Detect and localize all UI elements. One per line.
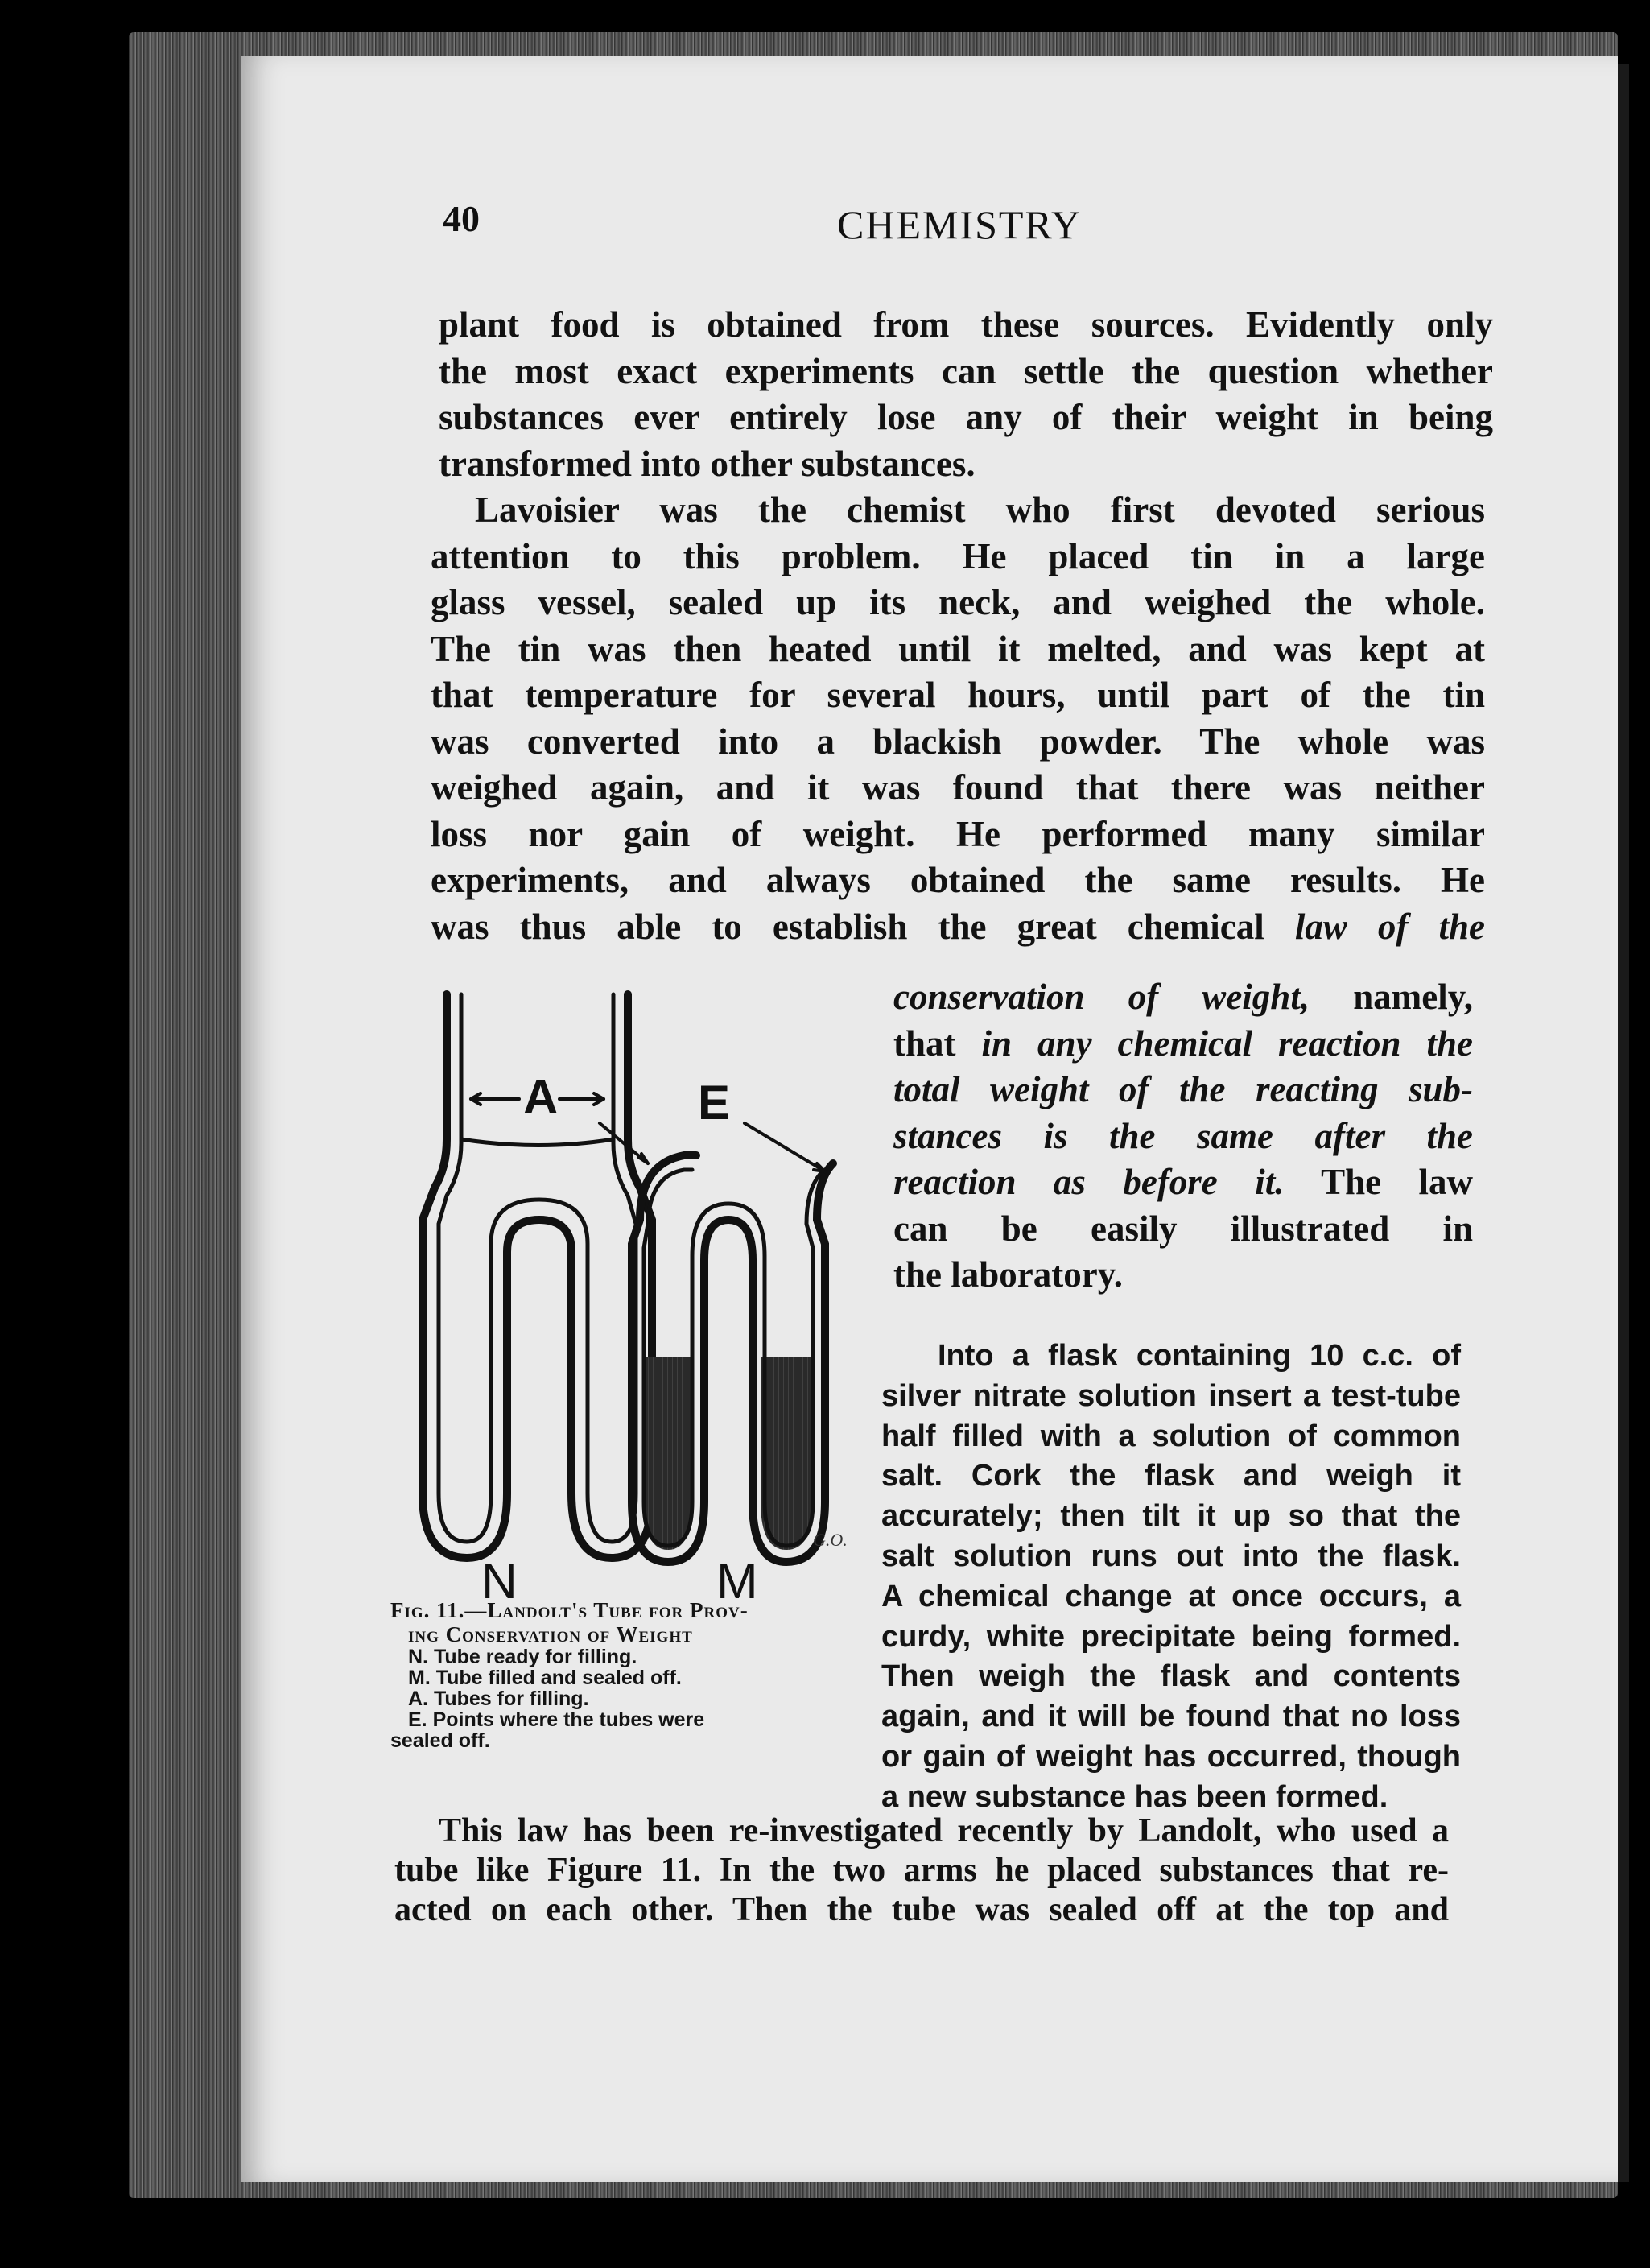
landolt-tube-figure	[406, 978, 857, 1598]
text-run: The law	[1284, 1162, 1474, 1202]
text-run: was thus able to establish the great chemical	[431, 906, 1264, 947]
text-line: loss nor gain of weight. He performed many similar	[431, 813, 1485, 854]
figure-caption	[390, 1598, 841, 1751]
text-line: A chemical change at once occurs, a	[881, 1579, 1461, 1613]
caption-item: M. Tube filled and sealed off.	[408, 1667, 682, 1689]
caption-title-continued: ing Conservation of Weight	[408, 1622, 693, 1646]
paragraph-plant-food	[439, 302, 1493, 487]
experiment-description	[881, 1336, 1461, 1818]
page-number: 40	[443, 198, 480, 239]
text-run: namely,	[1310, 977, 1473, 1017]
running-head: CHEMISTRY	[837, 202, 1083, 247]
italic-term: in any chemical reaction the	[981, 1022, 1474, 1064]
italic-term: reaction as before it.	[893, 1162, 1285, 1202]
text-line: tube like Figure 11. In the two arms he placed substances that re-	[394, 1852, 1449, 1889]
text-line	[893, 974, 1473, 1021]
text-line: salt. Cork the flask and weigh it	[881, 1459, 1461, 1493]
text-line: glass vessel, sealed up its neck, and weighed the whole.	[431, 582, 1485, 622]
engraver-signature: G.O.	[813, 1530, 848, 1550]
paragraph-landolt	[394, 1812, 1449, 1930]
text-line: This law has been re-investigated recently by Landolt, who used a	[439, 1812, 1449, 1849]
text-line: plant food is obtained from these sources. Evidently only	[439, 304, 1493, 345]
figure-label-n: N	[481, 1554, 518, 1598]
text-line: again, and it will be found that no loss	[881, 1700, 1461, 1734]
text-line: weighed again, and it was found that there was neither	[431, 767, 1485, 808]
caption-item: A. Tubes for filling.	[408, 1688, 589, 1710]
text-line	[893, 1159, 1473, 1206]
text-line: Then weigh the flask and contents	[881, 1659, 1461, 1694]
text-line: was converted into a blackish powder. The whole was	[431, 721, 1485, 762]
text-run: that	[893, 1022, 982, 1064]
text-line: or gain of weight has occurred, though	[881, 1739, 1461, 1774]
text-line: curdy, white precipitate being formed.	[881, 1619, 1461, 1654]
caption-item: E. Points where the tubes were	[408, 1708, 705, 1731]
figure-label-a: A	[523, 1070, 559, 1124]
figure-label-m: M	[716, 1554, 758, 1598]
text-line: the laboratory.	[893, 1254, 1123, 1295]
text-line: substances ever entirely lose any of their weight in being	[439, 397, 1493, 437]
text-line: Into a flask containing 10 c.c. of	[938, 1339, 1461, 1373]
text-line	[893, 1021, 1473, 1068]
italic-term: conservation of weight,	[893, 977, 1310, 1017]
caption-item-continued: sealed off.	[390, 1729, 490, 1752]
page-gutter-shadow	[1618, 64, 1629, 2182]
text-line: the most exact experiments can settle the question whether	[439, 350, 1493, 391]
paragraph-lavoisier	[431, 487, 1485, 950]
text-line: can be easily illustrated in	[893, 1208, 1473, 1249]
text-line: accurately; then tilt it up so that the	[881, 1499, 1461, 1534]
figure-label-e: E	[698, 1076, 731, 1130]
text-line: transformed into other substances.	[439, 443, 976, 484]
text-line: acted on each other. Then the tube was sealed off at the top and	[394, 1891, 1449, 1928]
text-line: silver nitrate solution insert a test-tube	[881, 1378, 1461, 1413]
text-line: Lavoisier was the chemist who first devoted serious	[475, 490, 1485, 530]
text-line: a new substance has been formed.	[881, 1779, 1388, 1814]
text-line: half filled with a solution of common	[881, 1419, 1461, 1453]
text-line: salt solution runs out into the flask.	[881, 1539, 1461, 1573]
text-line: that temperature for several hours, until part of the tin	[431, 675, 1485, 715]
text-line: The tin was then heated until it melted, and was kept at	[431, 628, 1485, 669]
text-line: experiments, and always obtained the same results. He	[431, 860, 1485, 900]
text-line	[893, 1067, 1473, 1113]
italic-term: law of the	[1294, 906, 1486, 947]
text-line	[893, 1113, 1473, 1160]
text-line	[431, 904, 1485, 951]
text-line: attention to this problem. He placed tin in a large	[431, 535, 1485, 576]
caption-item: N. Tube ready for filling.	[408, 1646, 637, 1668]
paragraph-law-statement	[893, 974, 1473, 1299]
italic-term: stances is the same after the	[893, 1115, 1473, 1156]
italic-term: total weight of the reacting sub-	[893, 1069, 1473, 1109]
tube-m	[600, 1123, 833, 1562]
caption-title: Fig. 11.—Landolt's Tube for Prov-	[390, 1598, 749, 1622]
